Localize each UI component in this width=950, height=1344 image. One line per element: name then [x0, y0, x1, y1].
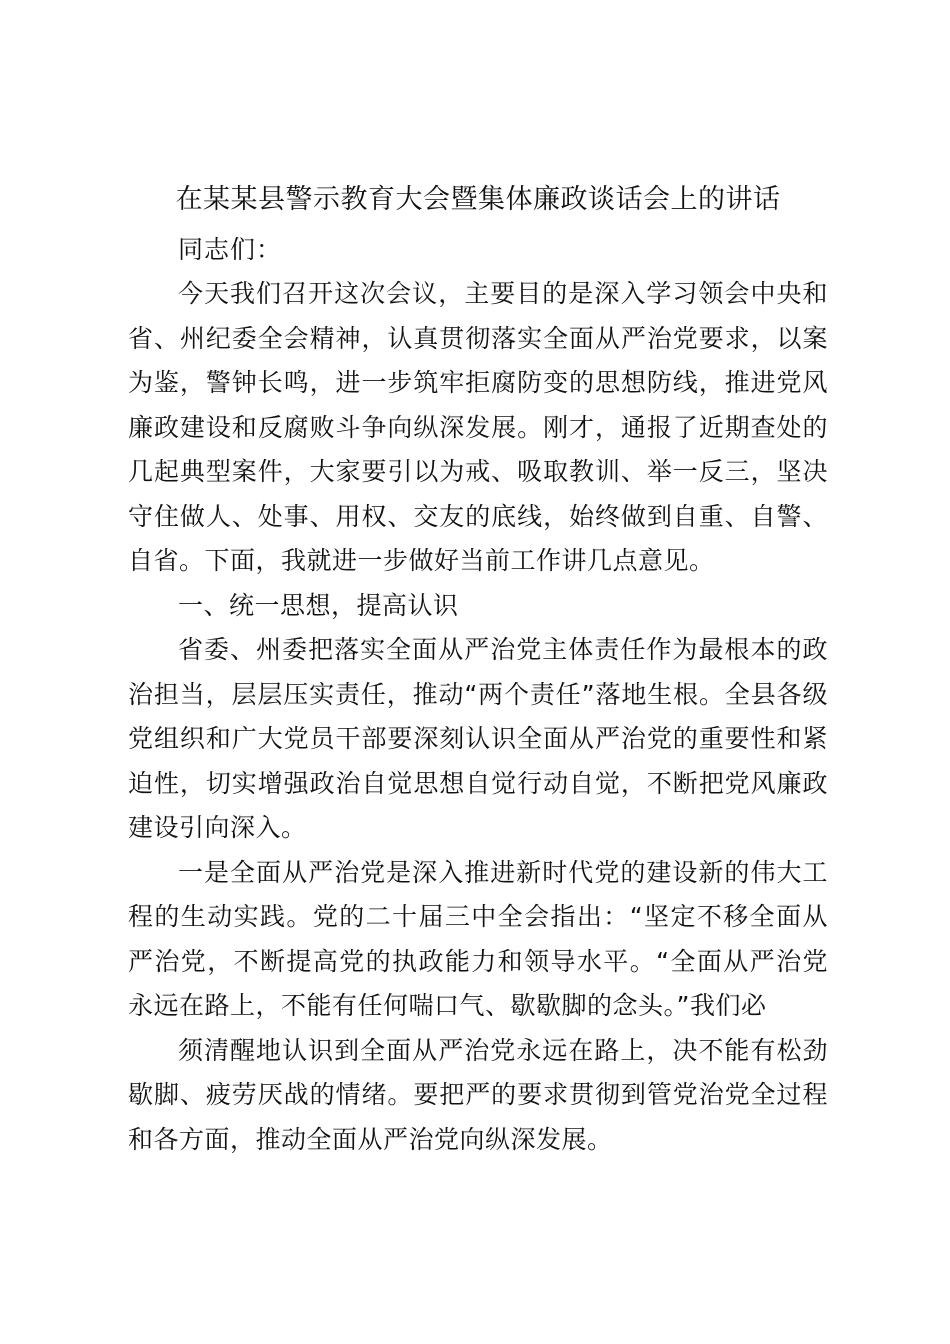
section1-paragraph-3: 须清醒地认识到全面从严治党永远在路上，决不能有松劲歇脚、疲劳厌战的情绪。要把严的要求贯彻到管党治党全过程和各方面，推动全面从严治党向纵深发展。 — [128, 1035, 828, 1154]
document-title: 在某某县警示教育大会暨集体廉政谈话会上的讲话 — [175, 184, 781, 215]
section1-paragraph-2: 一是全面从严治党是深入推进新时代党的建设新的伟大工程的生动实践。党的二十届三中全会指出：“坚定不移全面从严治党，不断提高党的执政能力和领导水平。“全面从严治党永远在路上，不能有任何喘口气、歇歇脚的念头。”我们必 — [128, 857, 828, 1020]
document-page — [128, 178, 828, 1162]
intro-paragraph: 今天我们召开这次会议，主要目的是深入学习领会中央和省、州纪委全会精神，认真贯彻落实全面从严治党要求，以案为鉴，警钟长鸣，进一步筑牢拒腐防变的思想防线，推进党风廉政建设和反腐败斗争向纵深发展。刚才，通报了近期查处的几起典型案件，大家要引以为戒、吸取教训、举一反三，坚决守住做人、处事、用权、交友的底线，始终做到自重、自警、自省。下面，我就进一步做好当前工作讲几点意见。 — [128, 279, 828, 575]
section-heading-1: 一、统一思想，提高认识 — [178, 590, 459, 620]
salutation: 同志们： — [178, 235, 283, 264]
section1-paragraph-1: 省委、州委把落实全面从严治党主体责任作为最根本的政治担当，层层压实责任，推动“两个责任”落地生根。全县各级党组织和广大党员干部要深刻认识全面从严治党的重要性和紧迫性，切实增强政治自觉思想自觉行动自觉，不断把党风廉政建设引向深入。 — [128, 635, 828, 842]
